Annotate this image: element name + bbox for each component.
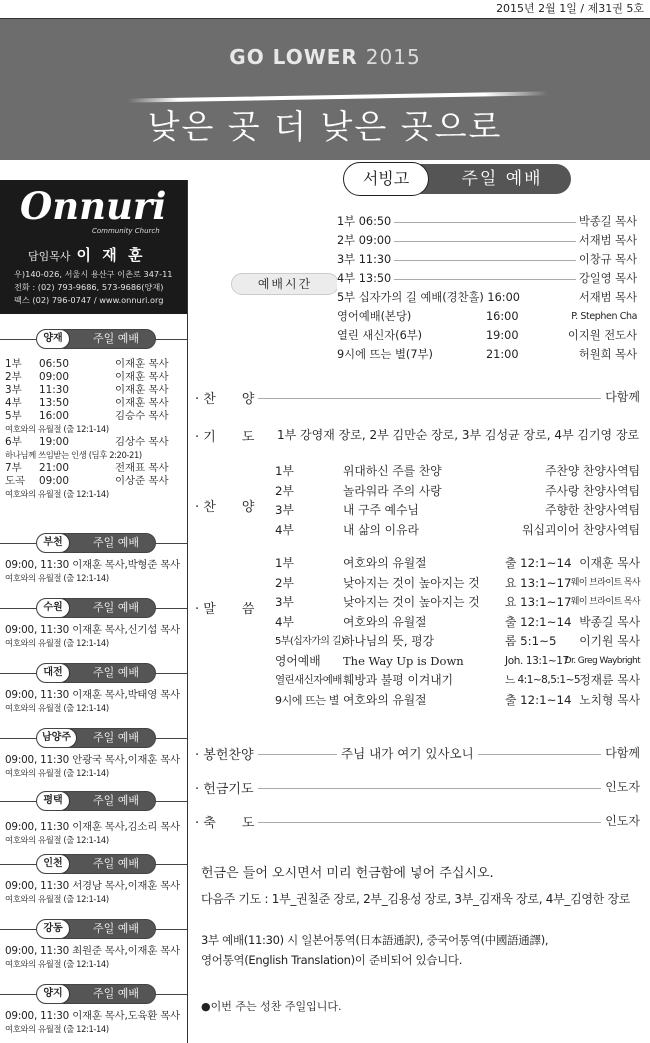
campus-schedule: 09:00, 11:30 이재훈 목사,김소리 목사 bbox=[5, 821, 180, 833]
campus-schedule: 09:00, 11:30 이재훈 목사,신기섭 목사 bbox=[5, 624, 180, 636]
choir-row: 2부 놀라워라 주의 사랑 주사랑 찬양사역팀 bbox=[275, 483, 640, 498]
campus-service: 주일 예배 bbox=[92, 987, 139, 1000]
church-fax-web: 팩스 (02) 796-0747 / www.onnuri.org bbox=[14, 295, 164, 305]
campus-schedule: 09:00, 11:30 이재훈 목사,박태영 목사 bbox=[5, 689, 180, 701]
time-row: 4부 13:50 강일영 목사 bbox=[337, 269, 637, 288]
campus-name: 양지 bbox=[36, 984, 70, 1004]
campus-name: 강동 bbox=[36, 919, 70, 939]
main-service-name: 주일 예배 bbox=[461, 169, 543, 189]
schedule-row: 도곡 09:00 이상준 목사 bbox=[5, 475, 169, 487]
campus-schedule: 09:00, 11:30 최원준 목사,이재훈 목사 bbox=[5, 945, 180, 957]
senior-pastor bbox=[28, 244, 145, 265]
campus-schedule: 09:00, 11:30 서경남 목사,이재훈 목사 bbox=[5, 880, 180, 892]
campus-schedule: 09:00, 11:30 이재훈 목사,도육환 목사 bbox=[5, 1010, 180, 1022]
campus-service: 주일 예배 bbox=[92, 857, 139, 870]
sermon-note: 여호와의 유월절 (출 12:1-14) bbox=[5, 489, 109, 499]
column-divider bbox=[187, 180, 188, 1043]
sermon-row: 9시에 뜨는 별 여호와의 유월절 출 12:1~14 노치형 목사 bbox=[275, 692, 640, 707]
church-contact bbox=[14, 268, 173, 307]
church-logo-sub: Community Church bbox=[92, 227, 160, 235]
notice-next-prayer: 다음주 기도 : 1부_권칠준 장로, 2부_김용성 장로, 3부_김재욱 장로, 4부_김영한 장로 bbox=[201, 892, 631, 906]
notice-offering: 헌금은 들어 오시면서 미리 헌금함에 넣어 주십시오. bbox=[201, 866, 494, 881]
choir-row: 3부 내 구주 예수님 주향한 찬양사역팀 bbox=[275, 503, 640, 517]
campus-name: 양재 bbox=[36, 329, 70, 349]
choir-list bbox=[195, 462, 640, 540]
time-row: 3부 11:30 이창규 목사 bbox=[337, 250, 637, 269]
campus-service: 주일 예배 bbox=[92, 601, 139, 614]
church-logo: Onnuri bbox=[20, 184, 167, 228]
campus-service: 주일 예배 bbox=[92, 794, 139, 807]
notice-communion: ●이번 주는 성찬 주일입니다. bbox=[201, 1000, 342, 1013]
sermon-row: 1부 여호와의 유월절 출 12:1~14 이재훈 목사 bbox=[275, 556, 640, 570]
campus-yangji bbox=[0, 984, 187, 1036]
time-row: 영어예배(본당) 16:00 P. Stephen Cha bbox=[337, 307, 637, 326]
left-column bbox=[0, 180, 187, 1043]
slogan: 낮은 곳 더 낮은 곳으로 bbox=[147, 107, 503, 146]
notice-translation-1: 3부 예배(11:30) 시 일본어통역(日本語通訳), 중국어통역(中國語通譯), bbox=[201, 933, 549, 947]
campus-name: 부천 bbox=[36, 533, 70, 553]
church-info-box bbox=[0, 180, 187, 314]
campus-service: 주일 예배 bbox=[92, 731, 139, 744]
time-row: 1부 06:50 박종길 목사 bbox=[337, 212, 637, 231]
sermon-note: 여호와의 유월절 (출 12:1-14) bbox=[5, 703, 109, 713]
notice-translation-2: 영어통역(English Translation)이 준비되어 있습니다. bbox=[201, 953, 463, 967]
sermon-note: 여호와의 유월절 (출 12:1-14) bbox=[5, 573, 109, 583]
sermon-row: 5부(십자가의 길) 하나님의 뜻, 평강 롬 5:1~5 이기원 목사 bbox=[275, 634, 640, 648]
campus-name: 남양주 bbox=[36, 728, 77, 748]
campus-pyeongtaek bbox=[0, 791, 187, 847]
campus-service: 주일 예배 bbox=[92, 536, 139, 549]
campus-name: 인천 bbox=[36, 854, 70, 874]
campus-namyangju bbox=[0, 728, 187, 780]
campus-name: 수원 bbox=[36, 598, 70, 618]
campus-incheon bbox=[0, 854, 187, 906]
theme-text: GO LOWER bbox=[229, 45, 358, 69]
campus-service: 주일 예배 bbox=[92, 666, 139, 679]
campus-yangjae bbox=[0, 329, 187, 501]
sermon-note: 하나님께 쓰임받는 인생 (딤후 2:20-21) bbox=[5, 450, 142, 460]
schedule-row: 1부 06:50 이재훈 목사 bbox=[5, 358, 169, 370]
sermon-row: 3부 낮아지는 것이 높아지는 것 요 13:1~17 웨이 브라이트 목사 bbox=[275, 595, 640, 609]
sermon-row: 열린새신자예배 훼방과 불평 이겨내기 느 4:1~8,5:1~5 정재륜 목사 bbox=[275, 673, 640, 687]
campus-schedule: 09:00, 11:30 안광국 목사,이재훈 목사 bbox=[5, 754, 180, 766]
sermon-row: 2부 낮아지는 것이 높아지는 것 요 13:1~17 웨이 브라이트 목사 bbox=[275, 575, 640, 590]
campus-gangdong bbox=[0, 919, 187, 971]
schedule-row: 6부 19:00 김상수 목사 bbox=[5, 436, 169, 448]
schedule-row: 4부 13:50 이재훈 목사 bbox=[5, 397, 169, 409]
campus-service: 주일 예배 bbox=[92, 332, 139, 345]
service-time-label: 예배시간 bbox=[231, 273, 339, 295]
campus-daejeon bbox=[0, 663, 187, 715]
sermon-note: 여호와의 유월절 (출 12:1-14) bbox=[5, 1024, 109, 1034]
service-times bbox=[337, 212, 637, 364]
campus-suwon bbox=[0, 598, 187, 650]
theme-title bbox=[0, 45, 650, 69]
time-row: 5부 십자가의 길 예배(경찬홀) 16:00 서재범 목사 bbox=[337, 288, 637, 307]
choir-row: 1부 위대하신 주를 찬양 주찬양 찬양사역팀 bbox=[275, 464, 640, 478]
schedule-row: 3부 11:30 이재훈 목사 bbox=[5, 384, 169, 396]
time-row: 2부 09:00 서재범 목사 bbox=[337, 231, 637, 250]
church-phone: 전화 : (02) 793-9686, 573-9686(양재) bbox=[14, 282, 164, 292]
schedule-row: 2부 09:00 이재훈 목사 bbox=[5, 371, 169, 383]
campus-name: 대전 bbox=[36, 663, 70, 683]
campus-name: 평택 bbox=[36, 791, 70, 811]
time-row: 9시에 뜨는 별(7부) 21:00 허원희 목사 bbox=[337, 345, 637, 364]
sermon-list bbox=[195, 554, 640, 710]
campus-service: 주일 예배 bbox=[92, 922, 139, 935]
sermon-row: 영어예배 The Way Up is Down Joh. 13:1~17 Dr. Greg Waybright bbox=[275, 653, 640, 668]
schedule-row: 5부 16:00 김승수 목사 bbox=[5, 410, 169, 422]
sermon-note: 여호와의 유월절 (출 12:1-14) bbox=[5, 835, 109, 845]
sermon-note: 여호와의 유월절 (출 12:1-14) bbox=[5, 894, 109, 904]
sermon-note: 여호와의 유월절 (출 12:1-14) bbox=[5, 424, 109, 434]
main-column: 서빙고 주일 예배 예배시간 1부 06:50 박종길 목사 2부 09:00 서재범 목사 3부 11:30 이창규 목사 4부 13:50 강일영 목사 5부 십자가의 길 예배(경찬홀) 16:00 서재범 목사 영어예배(본당) 16:00 P. Stephen Cha 열린 새신자(6부) 19:00 이지원 전도사 9시에 뜨는 별(7부) 21:00 허원희 목사 · 찬 양 다함께 · 기 도 1부 강영재 장로, 2부 김만순 장로, 3부 김성균 장로, 4부 김기영 장로 · 찬 양 1부 위대하신 주를 찬양 주찬양 찬양사역팀 2부 놀라워라 주의 사랑 주사랑 찬양사역팀 3부 내 구주 예수님 주향한 찬양사역팀 4부 내 삶의 이유라 워십괴이어 찬양사역팀 · 말 씀 1부 여호와의 유월절 출 12:1~14 이재훈 목사 2부 낮아지는 것이 높아지는 것 요 13:1~17 웨이 브라이트 목사 3부 낮아지는 것이 높아지는 것 요 13:1~17 웨이 브라이트 목사 4부 여호와의 유월절 출 12:1~14 박종길 목사 5부(십자가의 길) 하나님의 뜻, 평강 롬 5:1~5 이기원 목사 영어예배 The Way Up is Down Joh. 13:1~17 Dr. Greg Waybright 열린새신자예배 훼방과 불평 이겨내기 느 4:1~8,5:1~5 정재륜 목사 9시에 뜨는 별 여호와의 유월절 출 12:1~14 노치형 목사 · 봉헌찬양 주님 내가 여기 있사오니 다함께 · 헌금기도 인도자 · 축 도 인도자 헌금은 들어 오시면서 미리 헌금함에 넣어 주십시오. 다음주 기도 : 1부_권칠준 장로, 2부_김용성 장로, 3부_김재욱 장로, 4부_김영한 장로 3부 예배(11:30) 시 일본어통역(日本語通訳), 중국어통역(中國語通譯), 영어통역(English Translation)이 준비되어 있습니다. ●이번 주는 성찬 주일입니다. bbox=[187, 160, 650, 1043]
main-campus-name: 서빙고 bbox=[343, 162, 429, 196]
theme-banner bbox=[0, 18, 650, 160]
issue-dateline: 2015년 2월 1일 / 제31권 5호 bbox=[496, 2, 644, 15]
campus-bucheon bbox=[0, 533, 187, 585]
schedule-row: 7부 21:00 전재표 목사 bbox=[5, 462, 169, 474]
service-header bbox=[347, 164, 571, 194]
time-row: 열린 새신자(6부) 19:00 이지원 전도사 bbox=[337, 326, 637, 345]
theme-year: 2015 bbox=[365, 45, 421, 69]
pastor-name: 이 재 훈 bbox=[76, 246, 146, 264]
sermon-note: 여호와의 유월절 (출 12:1-14) bbox=[5, 638, 109, 648]
choir-row: 4부 내 삶의 이유라 워십괴이어 찬양사역팀 bbox=[275, 522, 640, 537]
pastor-label: 담임목사 bbox=[28, 250, 71, 263]
sermon-note: 여호와의 유월절 (출 12:1-14) bbox=[5, 768, 109, 778]
campus-schedule: 09:00, 11:30 이재훈 목사,박형준 목사 bbox=[5, 559, 180, 571]
church-address: 우)140-026, 서울시 용산구 이촌로 347-11 bbox=[14, 269, 173, 279]
campus-header bbox=[0, 329, 187, 349]
sermon-note: 여호와의 유월절 (출 12:1-14) bbox=[5, 959, 109, 969]
sermon-row: 4부 여호와의 유월절 출 12:1~14 박종길 목사 bbox=[275, 614, 640, 629]
